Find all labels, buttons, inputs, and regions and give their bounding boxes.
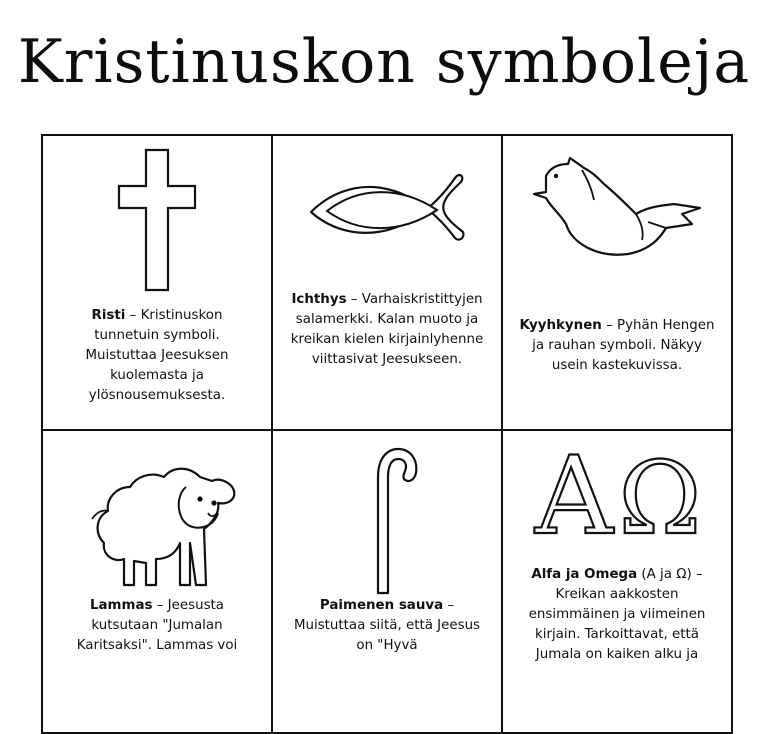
symbol-grid — [41, 134, 733, 734]
card-description — [57, 596, 257, 656]
card-extra: (A ja Ω) — [637, 567, 692, 582]
card-name: Paimenen sauva — [319, 598, 444, 613]
card-name: Lammas — [89, 598, 153, 613]
card-text: – Pyhän Hengen ja rauhan symboli. Näkyy usein kastekuvissa. — [532, 318, 715, 373]
card-shepherd-staff — [273, 431, 503, 732]
card-text: – Kreikan aakkosten ensimmäinen ja viimeinen kirjain. Tarkoittavat, että Jumala on kaiken alku ja — [528, 567, 706, 662]
page-title: Kristinuskon symboleja — [17, 27, 751, 97]
card-description — [57, 306, 257, 406]
cross-icon — [43, 148, 271, 292]
card-dove — [503, 136, 731, 431]
card-description — [287, 596, 487, 656]
lamb-icon — [43, 447, 271, 587]
card-description — [287, 290, 487, 370]
alpha-glyph: A — [535, 435, 613, 545]
card-name: Risti — [91, 308, 126, 323]
card-lamb — [43, 431, 273, 732]
card-cross — [43, 136, 273, 431]
card-alpha-omega — [503, 431, 731, 732]
card-text: – Kristinuskon tunnetuin symboli. Muistuttaa Jeesuksen kuolemasta ja ylösnousemuksesta. — [85, 308, 229, 403]
shepherd-staff-icon — [273, 445, 501, 595]
card-text: – Varhaiskristittyjen salamerkki. Kalan muoto ja kreikan kielen kirjainlyhenne viittasivat Jeesukseen. — [290, 292, 484, 367]
card-text: – Muistuttaa siitä, että Jeesus on "Hyvä — [293, 598, 481, 653]
omega-glyph: Ω — [618, 440, 702, 545]
card-name: Alfa ja Omega — [531, 567, 638, 582]
card-description — [517, 316, 717, 376]
card-text: – Jeesusta kutsutaan "Jumalan Karitsaksi". Lammas voi — [76, 598, 238, 653]
dove-icon — [503, 154, 731, 264]
card-name: Kyyhkynen — [519, 318, 602, 333]
card-description — [517, 565, 717, 665]
alpha-omega-icon — [503, 435, 731, 545]
fish-icon — [273, 174, 501, 246]
card-name: Ichthys — [291, 292, 347, 307]
card-fish — [273, 136, 503, 431]
